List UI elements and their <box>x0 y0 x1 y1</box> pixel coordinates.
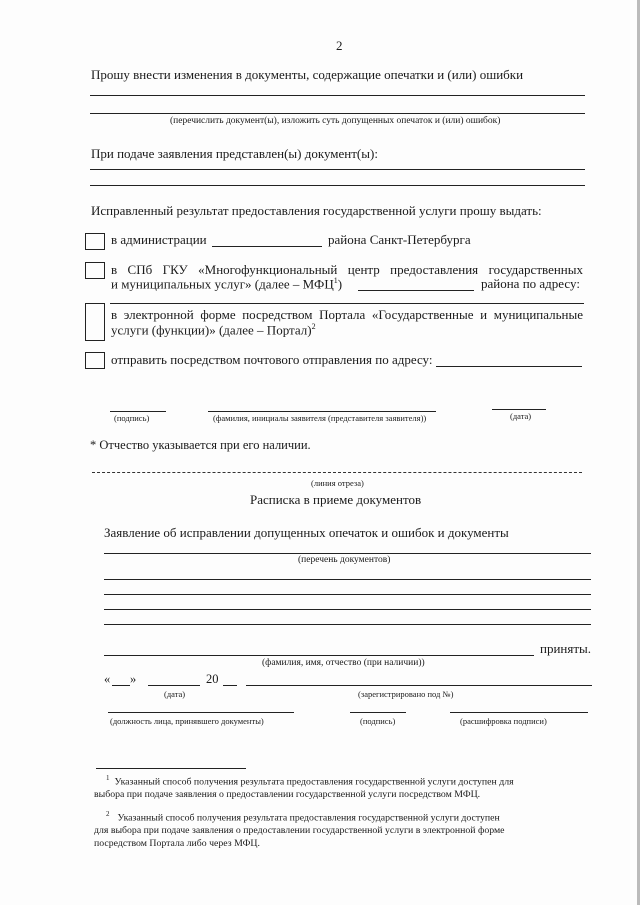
receipt-docs-line-4[interactable] <box>104 609 591 610</box>
post-label: отправить посредством почтового отправления по адресу: <box>111 352 433 367</box>
page-number: 2 <box>336 38 343 53</box>
receipt-reg-caption: (зарегистрировано под №) <box>358 689 454 699</box>
cut-line <box>92 472 582 473</box>
post-address-field[interactable] <box>436 366 582 367</box>
receipt-docs-line-1[interactable] <box>104 553 591 554</box>
receipt-intro: Заявление об исправлении допущенных опечаток и ошибок и документы <box>104 525 509 540</box>
portal-label-line2-text: услуги (функции)» (далее – Портал) <box>111 322 312 338</box>
request-line-2[interactable] <box>90 113 585 114</box>
result-heading: Исправленный результат предоставления государственной услуги прошу выдать: <box>91 203 542 218</box>
admin-district-field[interactable] <box>212 246 322 247</box>
receipt-month-field[interactable] <box>148 685 200 686</box>
submitted-text: При подаче заявления представлен(ы) документ(ы): <box>91 146 378 161</box>
mfc-checkbox[interactable] <box>85 262 105 279</box>
submitted-line-2[interactable] <box>90 185 585 186</box>
admin-checkbox[interactable] <box>85 233 105 250</box>
post-checkbox[interactable] <box>85 352 105 369</box>
receipt-fio-caption: (фамилия, имя, отчество (при наличии)) <box>262 658 425 668</box>
receipt-position-field[interactable] <box>108 712 294 713</box>
footnote-1 <box>94 772 590 801</box>
footnote-2-text-1: Указанный способ получения результата предоставления государственной услуги доступен <box>117 812 500 824</box>
footnote-1-line-1 <box>106 772 590 788</box>
receipt-docs-caption: (перечень документов) <box>298 555 391 565</box>
patronymic-note: * Отчество указывается при его наличии. <box>90 438 311 452</box>
receipt-docs-line-5[interactable] <box>104 624 591 625</box>
mfc-address-field[interactable] <box>110 303 584 304</box>
admin-label-b: района Санкт-Петербурга <box>328 232 471 247</box>
request-caption: (перечислить документ(ы), изложить суть допущенных опечаток и (или) ошибок) <box>170 116 501 126</box>
portal-label-line2 <box>111 322 316 338</box>
footnote-1-text-1: Указанный способ получения результата предоставления государственной услуги доступен для <box>114 776 514 788</box>
request-line-1[interactable] <box>90 95 585 96</box>
name-caption: (фамилия, инициалы заявителя (представителя заявителя)) <box>213 413 427 423</box>
receipt-reg-field[interactable] <box>246 685 592 686</box>
receipt-year-field[interactable] <box>223 685 237 686</box>
receipt-docs-line-2[interactable] <box>104 579 591 580</box>
receipt-date-caption: (дата) <box>164 689 186 699</box>
receipt-decode-field[interactable] <box>450 712 588 713</box>
mfc-label-line1: в СПб ГКУ «Многофункциональный центр предоставления государственных <box>111 262 583 277</box>
portal-checkbox[interactable] <box>85 303 105 341</box>
portal-label-line1: в электронной форме посредством Портала «Государственные и муниципальные <box>111 307 583 322</box>
receipt-position-caption: (должность лица, принявшего документы) <box>110 716 264 726</box>
footnote-2-line-1 <box>106 808 590 824</box>
footnote-separator <box>96 768 246 769</box>
name-field[interactable] <box>208 411 436 412</box>
signature-field[interactable] <box>110 411 166 412</box>
receipt-decode-caption: (расшифровка подписи) <box>460 716 547 726</box>
footnote-ref-1: 1 <box>333 276 338 285</box>
mfc-label-close: ) <box>337 276 343 292</box>
signature-caption: (подпись) <box>114 413 150 423</box>
mfc-label-line2c: района по адресу: <box>481 276 580 291</box>
admin-label-a: в администрации <box>111 232 207 247</box>
receipt-sign-field[interactable] <box>350 712 406 713</box>
footnote-1-line-2: выбора при подаче заявления о предоставлении государственной услуги посредством МФЦ. <box>94 789 481 801</box>
date-caption: (дата) <box>510 411 532 421</box>
footnote-2-mark: 2 <box>106 810 110 818</box>
mfc-label-line2-text: и муниципальных услуг» (далее – МФЦ <box>111 276 334 292</box>
submitted-line-1[interactable] <box>90 169 585 170</box>
receipt-fio-field[interactable] <box>104 655 534 656</box>
footnote-ref-2: 2 <box>311 322 316 331</box>
receipt-docs-line-3[interactable] <box>104 594 591 595</box>
receipt-date-open: « <box>104 672 111 686</box>
request-text: Прошу внести изменения в документы, содержащие опечатки и (или) ошибки <box>91 67 524 82</box>
receipt-day-field[interactable] <box>112 685 130 686</box>
footnote-2-line-2: для выбора при подаче заявления о предоставлении государственной услуги в электронной форме <box>94 825 505 837</box>
mfc-label-line2 <box>111 276 342 292</box>
receipt-title: Расписка в приеме документов <box>250 492 422 507</box>
receipt-accepted: приняты. <box>540 641 592 656</box>
cut-line-caption: (линия отреза) <box>311 478 364 488</box>
footnote-2 <box>94 808 590 850</box>
date-field[interactable] <box>492 409 546 410</box>
mfc-district-field[interactable] <box>358 290 474 291</box>
receipt-date-close: » <box>130 672 137 686</box>
receipt-sign-caption: (подпись) <box>360 716 396 726</box>
receipt-year: 20 <box>206 672 219 686</box>
footnote-2-line-3: посредством Портала либо через МФЦ. <box>94 838 260 850</box>
footnote-1-mark: 1 <box>106 774 110 782</box>
